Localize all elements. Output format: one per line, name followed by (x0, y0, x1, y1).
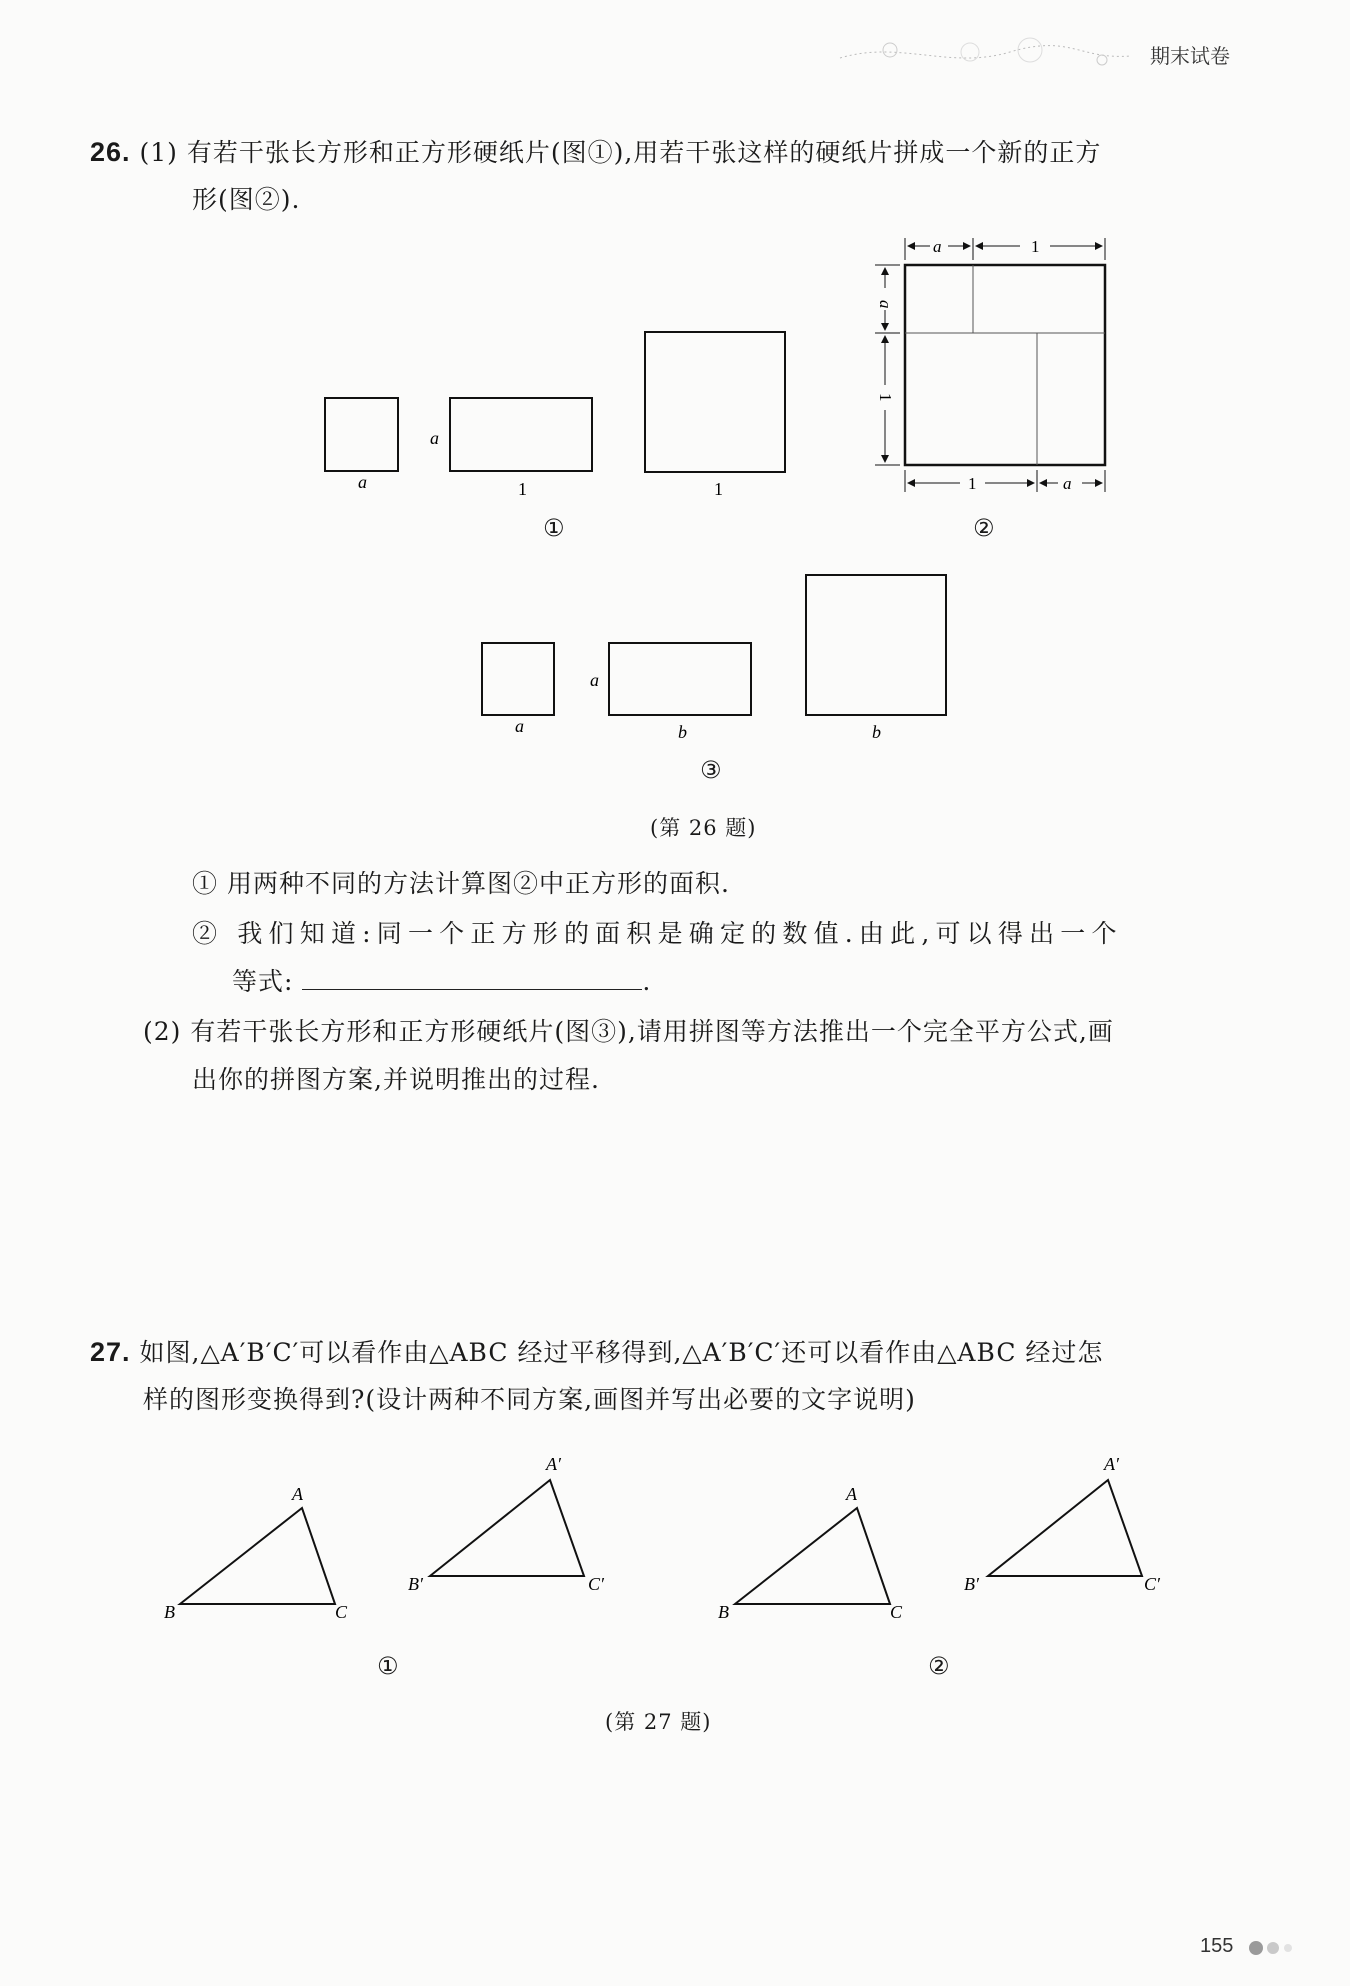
q27-line2: 样的图形变换得到?(设计两种不同方案,画图并写出必要的文字说明) (143, 1385, 916, 1414)
fig2-left-1: 1 (876, 393, 895, 402)
q26-part2-line2: 出你的拼图方案,并说明推出的过程. (192, 1065, 600, 1094)
q26-sub2-marker: ② (192, 919, 224, 948)
q26-figure-3 (460, 570, 970, 750)
q26-part1-line1: 有若干张长方形和正方形硬纸片(图①),用若干张这样的硬纸片拼成一个新的正方 (186, 138, 1102, 167)
q26-sub1 (192, 860, 730, 908)
page-dots-decoration (1248, 1938, 1308, 1958)
q26-part2-label: (2) (143, 1017, 182, 1046)
fig1-rectangle (450, 398, 592, 471)
q26-part1-line2: 形(图②). (192, 185, 301, 214)
fig1-rect-height-label: a (430, 428, 439, 448)
q26-number: 26. (90, 137, 131, 167)
q27-line1 (90, 1328, 1103, 1377)
q26-figure-2 (860, 230, 1120, 500)
fig1-large-square-label: 1 (714, 479, 723, 499)
q27-line1-text: 如图,△A′B′C′可以看作由△ABC 经过平移得到,△A′B′C′还可以看作由△ABC 经过怎 (139, 1338, 1104, 1367)
q27-fig1-A: A (292, 1484, 303, 1504)
fig3-small-square (482, 643, 554, 715)
fig3-large-square-label: b (872, 722, 881, 742)
fig1-large-square (645, 332, 785, 472)
q27-number: 27. (90, 1337, 131, 1367)
q27-fig1-triangle-abc (180, 1508, 335, 1604)
fig3-rect-width-label: b (678, 722, 687, 742)
q26-sub2-line2 (232, 958, 651, 1006)
q27-fig2-C1: C′ (1144, 1574, 1160, 1594)
q27-figure-2 (710, 1440, 1190, 1640)
q26-line1 (90, 128, 1101, 177)
q26-sub2-line2-label: 等式: (232, 967, 294, 996)
fig3-small-square-label: a (515, 716, 524, 736)
q26-part2-text: 有若干张长方形和正方形硬纸片(图③),请用拼图等方法推出一个完全平方公式,画 (190, 1017, 1114, 1046)
q27-fig1-A1: A′ (546, 1454, 561, 1474)
q27-fig2-B1: B′ (964, 1574, 979, 1594)
q27-figure-caption: (第 27 题) (605, 1710, 712, 1734)
q27-figure-1 (150, 1440, 630, 1640)
q27-fig2-triangle-a1b1c1 (988, 1480, 1142, 1576)
page-number: 155 (1200, 1935, 1234, 1957)
q27-fig2-B: B (718, 1602, 729, 1622)
fig2-bottom-a: a (1063, 474, 1072, 493)
q26-answer-blank[interactable] (302, 963, 642, 990)
q26-sub2 (192, 910, 1123, 958)
header-decoration (820, 30, 1140, 70)
fig2-outer-square (905, 265, 1105, 465)
q27-fig1-B1: B′ (408, 1574, 423, 1594)
q27-fig1-caption: ① (377, 1652, 399, 1680)
q26-sub2-text: 我们知道:同一个正方形的面积是确定的数值.由此,可以得出一个 (237, 919, 1123, 948)
fig1-caption: ① (543, 514, 565, 542)
fig2-bottom-1: 1 (968, 474, 977, 493)
q27-fig1-C1: C′ (588, 1574, 604, 1594)
q26-part2-line1 (143, 1008, 1114, 1056)
q26-figure-caption: (第 26 题) (650, 816, 757, 840)
fig1-small-square (325, 398, 398, 471)
q26-part1-label: (1) (139, 138, 178, 167)
fig3-rect-height-label: a (590, 670, 599, 690)
fig2-caption: ② (973, 514, 995, 542)
fig3-rectangle (609, 643, 751, 715)
q27-fig2-caption: ② (928, 1652, 950, 1680)
q27-fig1-triangle-a1b1c1 (430, 1480, 584, 1576)
q27-fig2-C: C (890, 1602, 903, 1622)
q27-fig2-triangle-abc (735, 1508, 890, 1604)
fig1-small-square-label: a (358, 472, 367, 492)
section-title: 期末试卷 (1150, 44, 1230, 68)
fig3-large-square (806, 575, 946, 715)
fig2-left-a: a (876, 300, 895, 309)
q27-fig1-C: C (335, 1602, 348, 1622)
fig2-top-a: a (933, 237, 942, 256)
fig2-top-1: 1 (1031, 237, 1040, 256)
q27-fig2-A: A (846, 1484, 857, 1504)
q27-fig2-A1: A′ (1104, 1454, 1119, 1474)
fig1-rect-width-label: 1 (518, 479, 527, 499)
q26-sub1-text: 用两种不同的方法计算图②中正方形的面积. (226, 869, 730, 898)
fig3-caption: ③ (700, 756, 722, 784)
q26-sub1-marker: ① (192, 869, 219, 898)
q27-fig1-B: B (164, 1602, 175, 1622)
q26-sub2-end: . (642, 967, 652, 996)
